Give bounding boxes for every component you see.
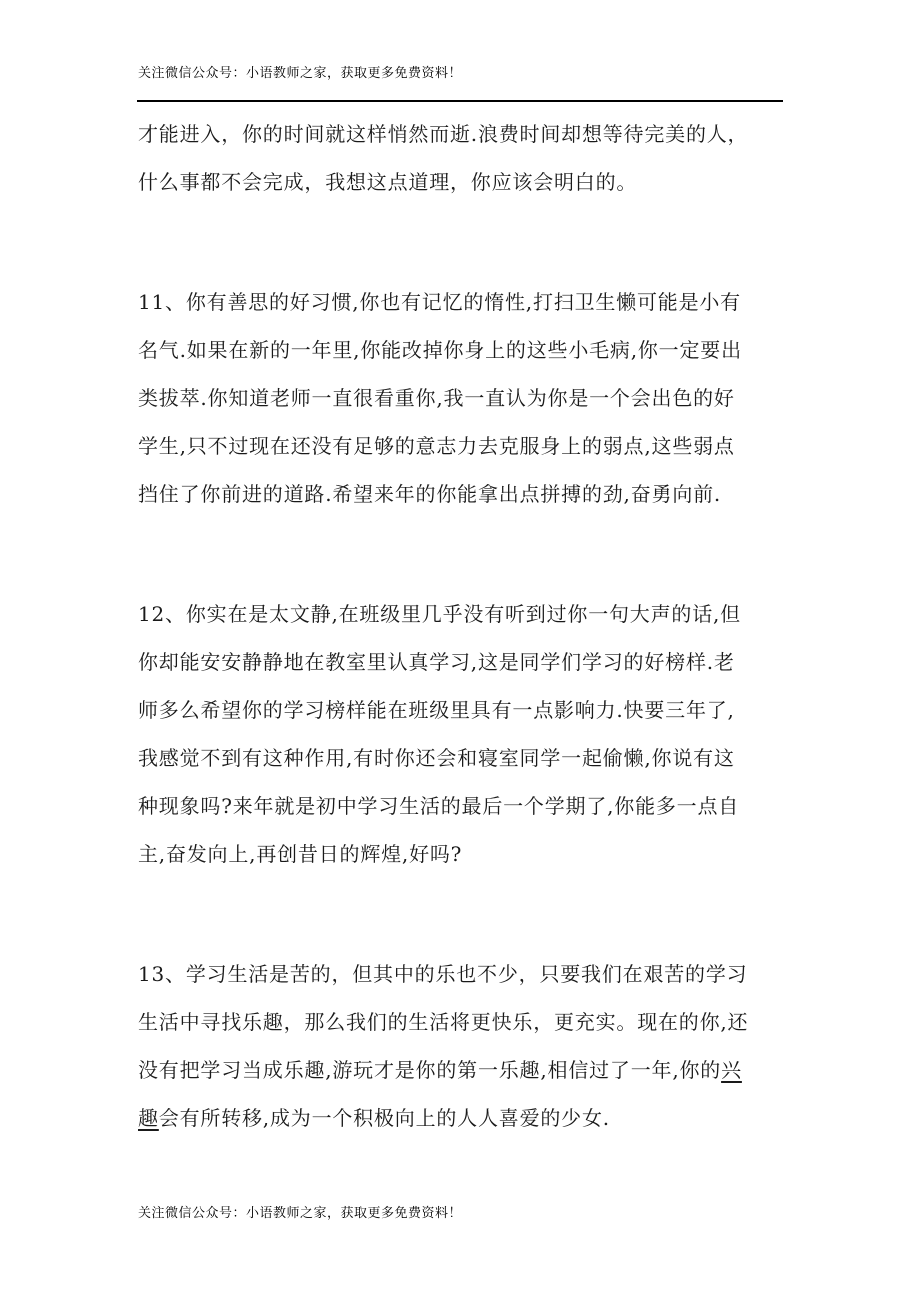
paragraph-13-text-after: 会有所转移,成为一个积极向上的人人喜爱的少女. xyxy=(158,1106,610,1130)
page-footer: 关注微信公众号：小语教师之家，获取更多免费资料！ xyxy=(138,1206,463,1221)
paragraph-continuation: 才能进入，你的时间就这样悄然而逝.浪费时间却想等待完美的人， 什么事都不会完成，我想这点道理，你应该会明白的。 xyxy=(138,122,749,194)
xingqu-link-part2[interactable]: 趣 xyxy=(138,1106,159,1130)
paragraph-13 xyxy=(138,950,788,1142)
document-body xyxy=(138,110,788,1142)
paragraph-11: 11、你有善思的好习惯,你也有记忆的惰性,打扫卫生懒可能是小有 名气.如果在新的一年里,你能改掉你身上的这些小毛病,你一定要出 类拔萃.你知道老师一直很看重你,我一直认为你是一个会出色的好 学生,只不过现在还没有足够的意志力去克服身上的弱点,这些弱点 挡住了你前进的道路.希望来年的你能拿出点拼搏的劲,奋勇向前. xyxy=(138,290,742,506)
page-header: 关注微信公众号：小语教师之家，获取更多免费资料！ xyxy=(138,66,463,81)
xingqu-link-part1[interactable]: 兴 xyxy=(721,1058,742,1082)
paragraph-13-text-before: 13、学习生活是苦的，但其中的乐也不少，只要我们在艰苦的学习 生活中寻找乐趣，那么我们的生活将更快乐，更充实。现在的你,还 没有把学习当成乐趣,游玩才是你的第一乐趣,相信过了一年,你的 xyxy=(138,962,749,1082)
paragraph-12: 12、你实在是太文静,在班级里几乎没有听到过你一句大声的话,但 你却能安安静静地在教室里认真学习,这是同学们学习的好榜样.老 师多么希望你的学习榜样能在班级里具有一点影响力.快要三年了, 我感觉不到有这种作用,有时你还会和寝室同学一起偷懒,你说有这 种现象吗?来年就是初中学习生活的最后一个学期了,你能多一点自 主,奋发向上,再创昔日的辉煌,好吗? xyxy=(138,602,741,866)
header-divider xyxy=(137,100,783,102)
